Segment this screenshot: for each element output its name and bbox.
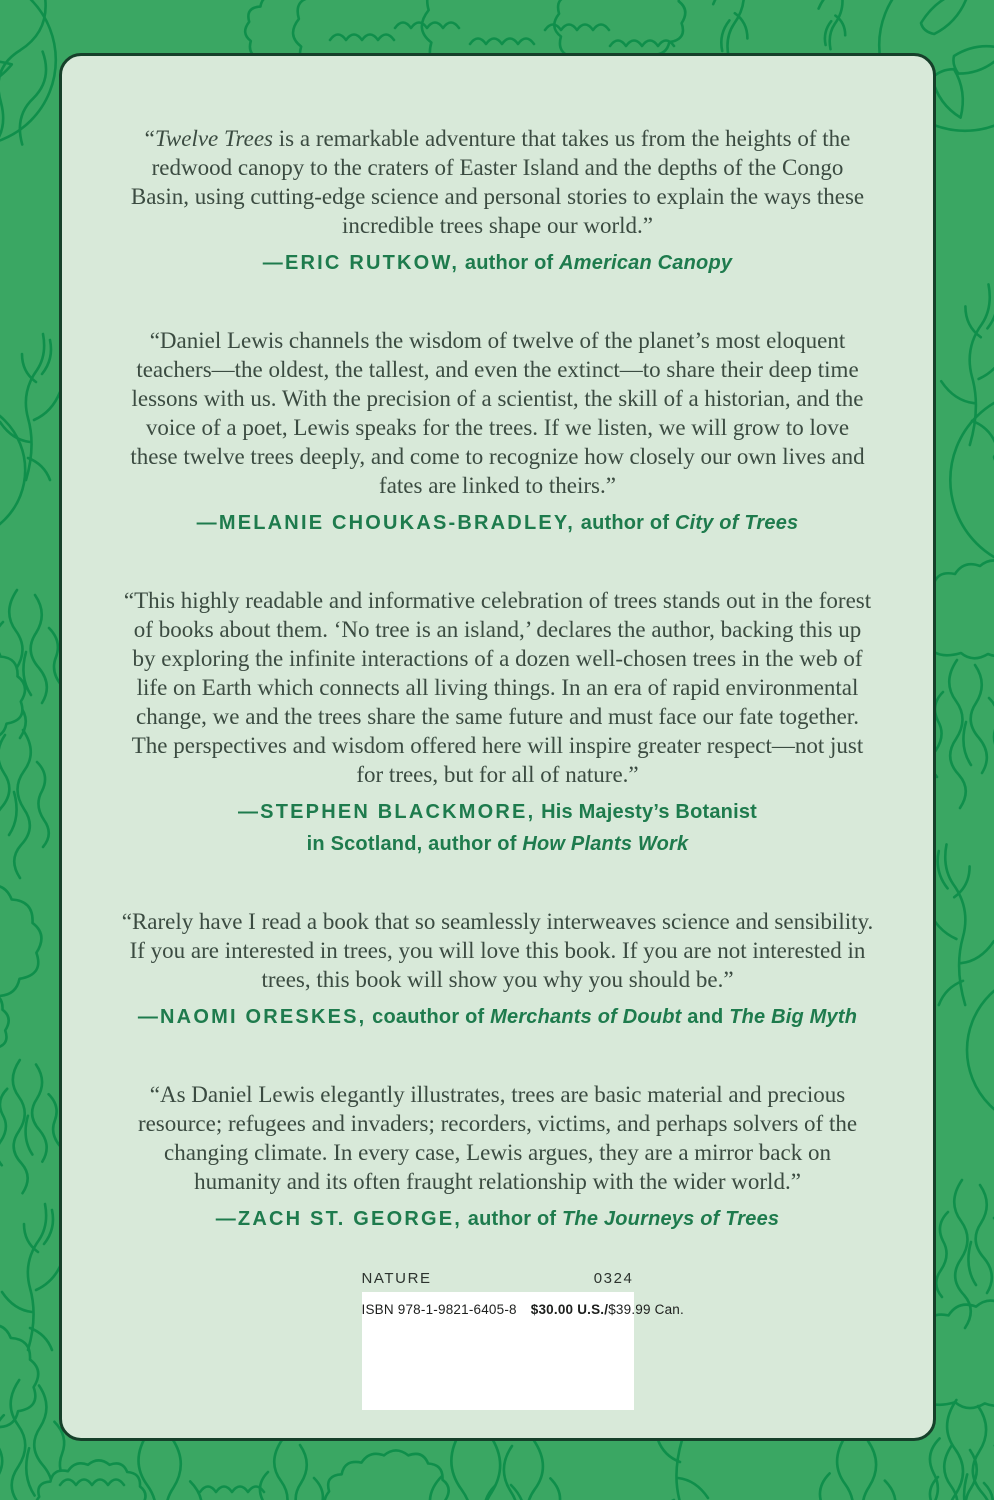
text-segment: “ xyxy=(144,126,155,151)
isbn-price-line xyxy=(361,1302,684,1317)
text-segment: —NAOMI ORESKES, xyxy=(137,1006,367,1028)
quote-text xyxy=(120,1080,875,1196)
text-segment: coauthor of xyxy=(366,1006,491,1028)
blurb xyxy=(120,586,875,861)
text-segment: “Rarely have I read a book that so seamlessly interweaves science and sensibility. If you are interested in trees, you will love this book. If you are not interested in trees, this book will show you why you should be.” xyxy=(121,909,874,992)
text-segment: author of xyxy=(574,512,675,534)
text-segment: author of xyxy=(462,1208,563,1230)
text-segment: —ZACH ST. GEORGE, xyxy=(215,1208,463,1230)
price-us: $30.00 U.S./ xyxy=(530,1302,609,1317)
text-segment: is a remarkable adventure that takes us from the heights of the redwood canopy to the craters of Easter Island and the depths of the Congo Basin, using cutting-edge science and personal stories to explain the ways these incredible trees shape our world.” xyxy=(130,126,865,238)
attribution xyxy=(120,797,875,861)
blurb xyxy=(120,124,875,280)
text-segment: “This highly readable and informative celebration of trees stands out in the forest of books about them. ‘No tree is an island,’ declares the author, backing this up by exploring the infinite interactions of a dozen well-chosen trees in the web of life on Earth which connects all living things. In an era of rapid environmental change, we and the trees share the same future and must face our fate together. The perspectives and wisdom offered here will inspire greater respect—not just for trees, but for all of nature.” xyxy=(123,588,872,787)
print-code: 0324 xyxy=(593,1270,634,1287)
text-segment: Merchants of Doubt xyxy=(490,1006,682,1028)
text-segment: —STEPHEN BLACKMORE, xyxy=(237,801,536,823)
text-segment: in Scotland, author of xyxy=(306,833,523,855)
blurb xyxy=(120,907,875,1034)
footer-meta-row xyxy=(362,1270,634,1287)
blurb xyxy=(120,326,875,540)
attribution xyxy=(120,508,875,540)
attribution xyxy=(120,1002,875,1034)
attribution xyxy=(120,1204,875,1236)
text-segment: “Daniel Lewis channels the wisdom of twelve of the planet’s most eloquent teachers—the oldest, the tallest, and even the extinct—to share their deep time lessons with us. With the precision of a scientist, the skill of a historian, and the voice of a poet, Lewis speaks for the trees. If we listen, we will grow to love these twelve trees deeply, and come to recognize how closely our own lives and fates are linked to theirs.” xyxy=(130,328,865,498)
quote-text xyxy=(120,907,875,994)
text-segment: and xyxy=(681,1006,730,1028)
category-label: NATURE xyxy=(361,1270,432,1287)
quote-text xyxy=(120,586,875,789)
blurb xyxy=(120,1080,875,1236)
attribution xyxy=(120,248,875,280)
text-segment: How Plants Work xyxy=(522,833,689,855)
barcode-box xyxy=(361,1292,684,1410)
text-segment: “As Daniel Lewis elegantly illustrates, trees are basic material and precious resource; refugees and invaders; recorders, victims, and perhaps solvers of the changing climate. In every case, Lewis argues, they are a mirror back on humanity and its often fraught relationship with the wider world.” xyxy=(137,1082,858,1194)
text-segment: City of Trees xyxy=(674,512,799,534)
text-segment: The Big Myth xyxy=(729,1006,858,1028)
text-segment: His Majesty’s Botanist xyxy=(535,801,758,823)
text-segment: The Journeys of Trees xyxy=(562,1208,780,1230)
blurb-list xyxy=(62,56,933,1236)
price-can: $39.99 Can. xyxy=(608,1302,684,1317)
text-segment: author of xyxy=(459,252,560,274)
quote-text xyxy=(120,326,875,500)
isbn-text: ISBN 978-1-9821-6405-8 xyxy=(361,1302,517,1317)
text-segment: —ERIC RUTKOW, xyxy=(262,252,460,274)
footer xyxy=(361,1270,684,1410)
text-segment: —MELANIE CHOUKAS-BRADLEY, xyxy=(196,512,575,534)
quote-text xyxy=(120,124,875,240)
blurb-panel xyxy=(59,53,936,1441)
text-segment: Twelve Trees xyxy=(154,126,274,151)
text-segment: American Canopy xyxy=(559,252,733,274)
